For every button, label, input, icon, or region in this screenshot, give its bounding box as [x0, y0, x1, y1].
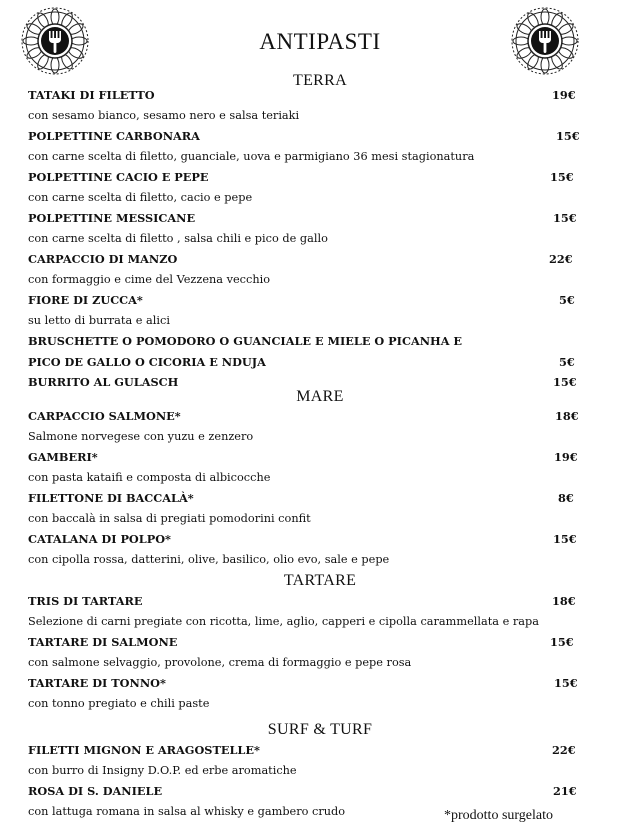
item-name: BRUSCHETTE O POMODORO O GUANCIALE E MIELE O PICANHA E	[28, 334, 463, 348]
item-name: POLPETTINE MESSICANE	[28, 211, 196, 225]
item-price: 22€	[549, 252, 573, 266]
item-price: 15€	[550, 170, 574, 184]
item-price: 15€	[550, 635, 574, 649]
item-price: 22€	[552, 743, 576, 757]
item-name: TARTARE DI TONNO*	[28, 676, 166, 690]
item-price: 5€	[559, 355, 575, 369]
item-name: TATAKI DI FILETTO	[28, 88, 155, 102]
item-price: 21€	[553, 784, 577, 798]
item-name: TARTARE DI SALMONE	[28, 635, 178, 649]
item-price: 15€	[556, 129, 580, 143]
item-name: TRIS DI TARTARE	[28, 594, 143, 608]
item-price: 15€	[554, 676, 578, 690]
item-description: Salmone norvegese con yuzu e zenzero	[28, 430, 254, 443]
item-description: con formaggio e cime del Vezzena vecchio	[28, 273, 271, 286]
item-description: con carne scelta di filetto, cacio e pepe	[28, 191, 253, 204]
item-price: 19€	[554, 450, 578, 464]
item-price: 5€	[559, 293, 575, 307]
item-description: con lattuga romana in salsa al whisky e gambero crudo	[28, 805, 346, 818]
item-price: 18€	[552, 594, 576, 608]
item-name: FILETTONE DI BACCALÀ*	[28, 491, 194, 505]
item-description: con cipolla rossa, datterini, olive, basilico, olio evo, sale e pepe	[28, 553, 390, 566]
item-description: con burro di Insigny D.O.P. ed erbe aromatiche	[28, 764, 297, 777]
item-description: con baccalà in salsa di pregiati pomodorini confit	[28, 512, 311, 525]
item-name: PICO DE GALLO O CICORIA E NDUJA	[28, 355, 266, 369]
item-name: CARPACCIO DI MANZO	[28, 252, 178, 266]
item-name: CARPACCIO SALMONE*	[28, 409, 181, 423]
item-description: con pasta kataifi e composta di albicocche	[28, 471, 271, 484]
item-name: FILETTI MIGNON E ARAGOSTELLE*	[28, 743, 260, 757]
page-title: ANTIPASTI	[259, 29, 381, 54]
section-terra: TERRA	[293, 72, 347, 89]
item-description: con carne scelta di filetto , salsa chili e pico de gallo	[28, 232, 328, 245]
item-price: 8€	[558, 491, 574, 505]
item-price: 15€	[553, 532, 577, 546]
item-description: con sesamo bianco, sesamo nero e salsa teriaki	[28, 109, 300, 122]
item-price: 15€	[553, 375, 577, 389]
item-description: Selezione di carni pregiate con ricotta, lime, aglio, capperi e cipolla carammellata e rapa	[28, 615, 539, 628]
item-name: POLPETTINE CARBONARA	[28, 129, 200, 143]
item-description: con carne scelta di filetto, guanciale, uova e parmigiano 36 mesi stagionatura	[28, 150, 475, 163]
item-name: FIORE DI ZUCCA*	[28, 293, 143, 307]
item-description: con salmone selvaggio, provolone, crema di formaggio e pepe rosa	[28, 656, 412, 669]
item-name: POLPETTINE CACIO E PEPE	[28, 170, 209, 184]
item-price: 19€	[552, 88, 576, 102]
item-description: con tonno pregiato e chili paste	[28, 697, 210, 710]
section-mare: MARE	[296, 388, 344, 405]
item-name: GAMBERI*	[28, 450, 98, 464]
footnote-frozen: *prodotto surgelato	[444, 808, 554, 823]
section-tartare: TARTARE	[283, 572, 357, 589]
section-surf-turf: SURF & TURF	[267, 721, 373, 738]
item-name: CATALANA DI POLPO*	[28, 532, 171, 546]
item-name: ROSA DI S. DANIELE	[28, 784, 163, 798]
item-description: su letto di burrata e alici	[28, 314, 170, 327]
item-name: BURRITO AL GULASCH	[28, 375, 179, 389]
item-price: 18€	[555, 409, 579, 423]
item-price: 15€	[553, 211, 577, 225]
